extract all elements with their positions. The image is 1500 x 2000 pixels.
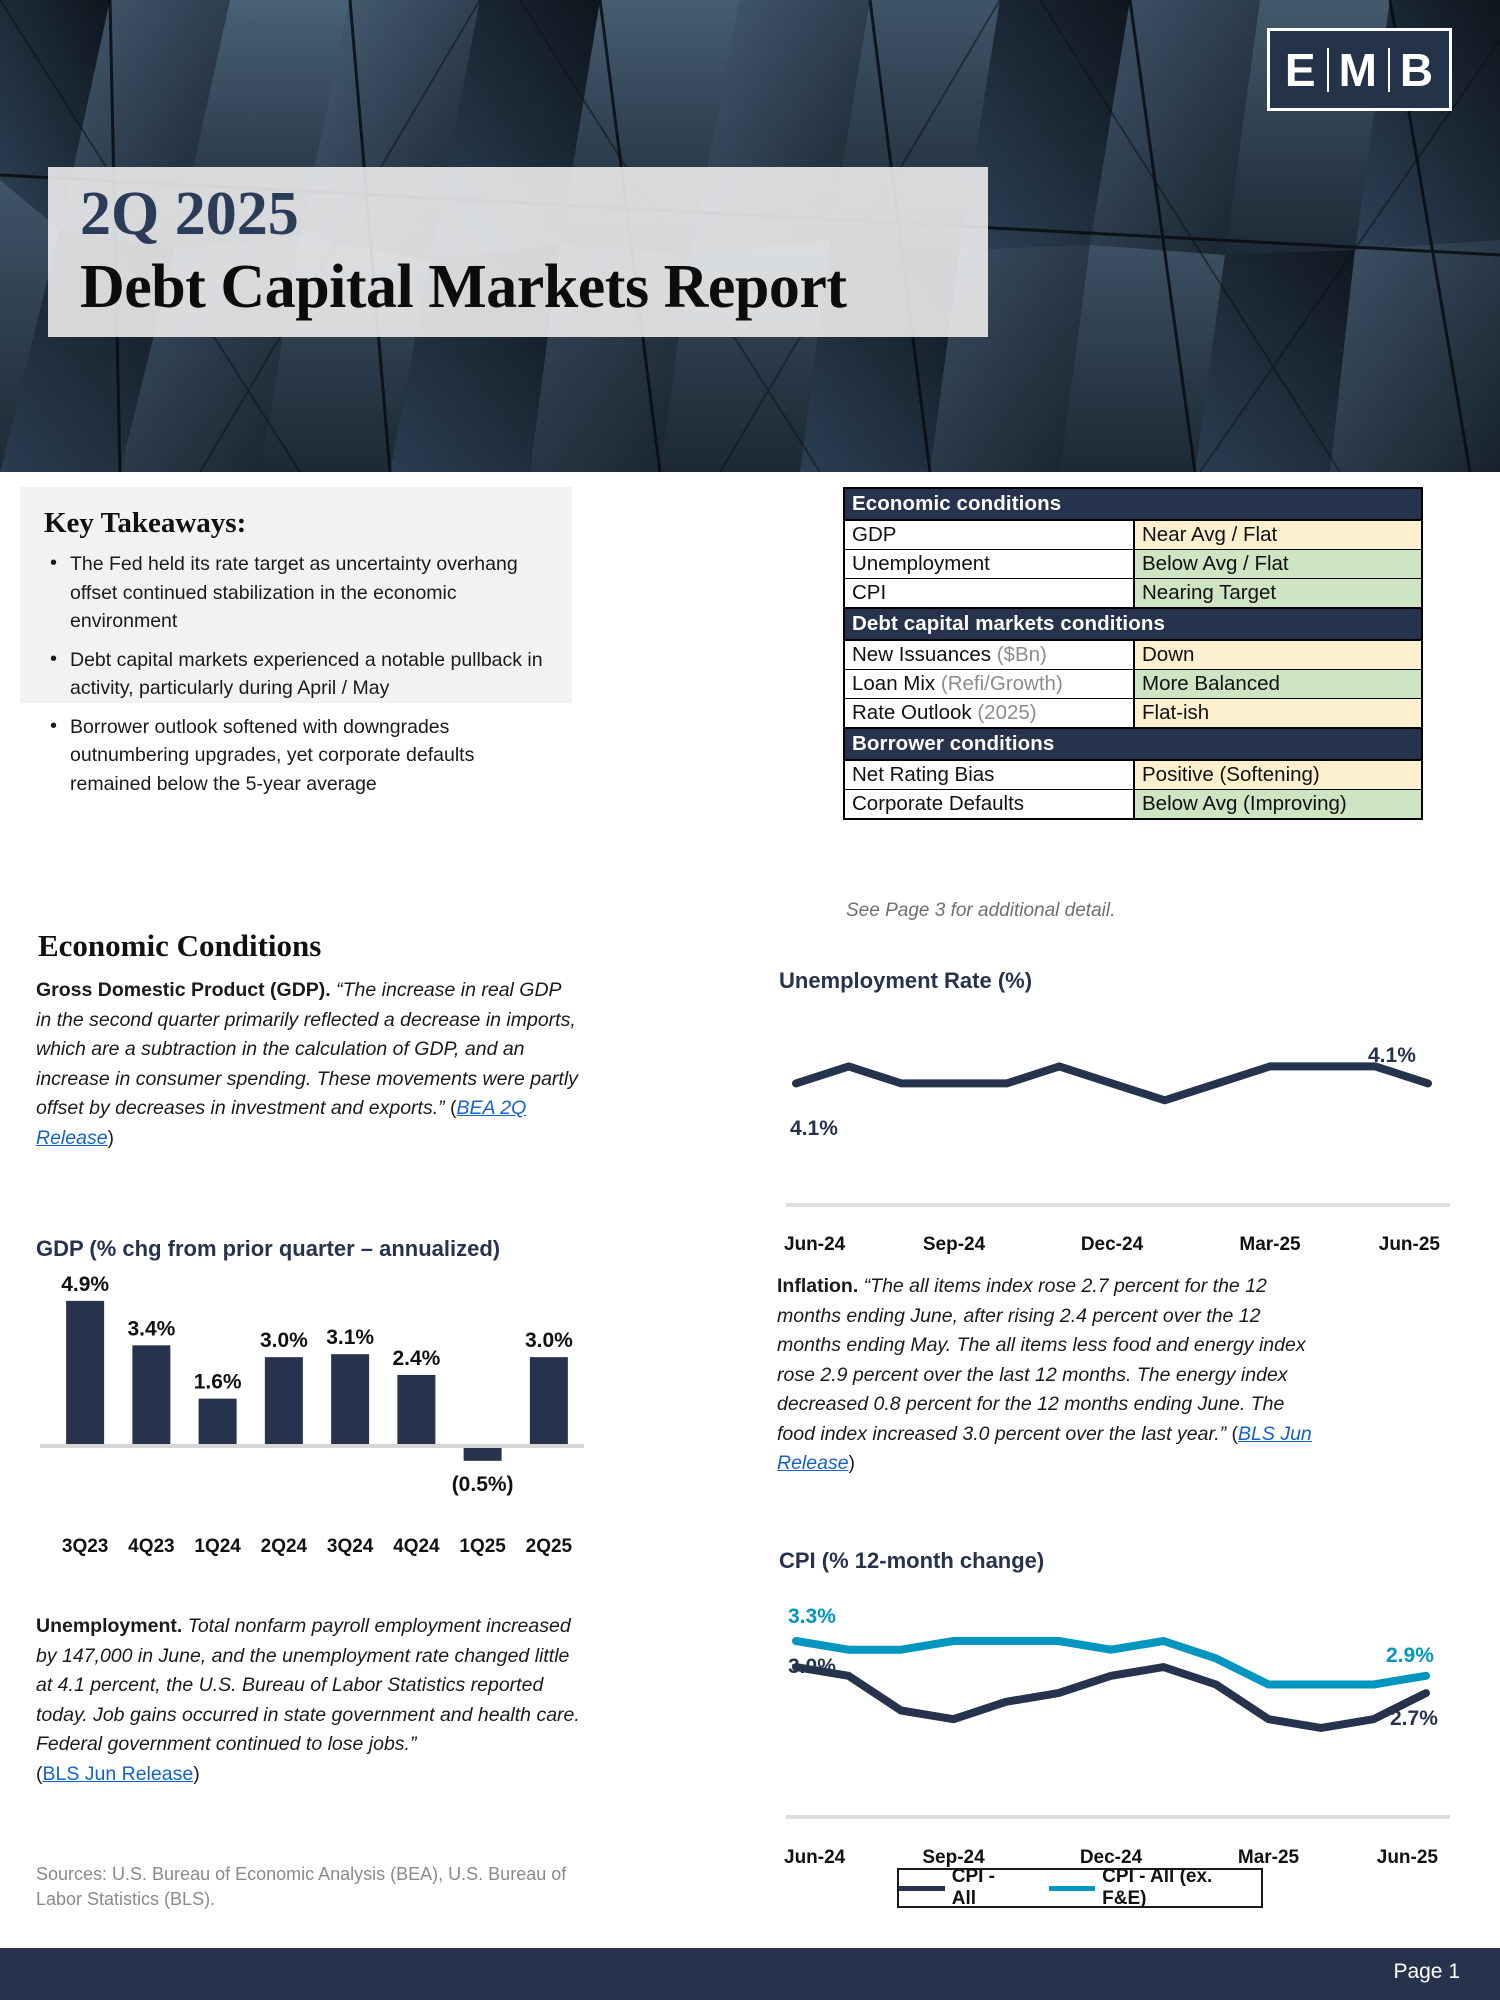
row-sublabel: ($Bn) [996,643,1047,666]
list-item: • The Fed held its rate target as uncertainty overhang offset continued stabilization in the economic environment [44,550,548,636]
unemployment-paragraph-lead: Unemployment. [36,1615,183,1637]
row-sublabel: (Refi/Growth) [940,672,1063,695]
logo-letter-e: E [1284,43,1317,96]
svg-text:Jun-25: Jun-25 [1376,1847,1438,1868]
row-label: Unemployment [844,550,1134,579]
cpi-core-first-label: 3.3% [788,1605,836,1628]
legend-swatch-navy [899,1886,945,1891]
hero-banner [0,0,1500,472]
gdp-category-labels [62,1536,573,1557]
row-label: New Issuances ($Bn) [844,640,1134,670]
table-section-header [844,608,1422,640]
svg-text:2Q25: 2Q25 [525,1536,573,1557]
table-row [844,760,1422,790]
row-value: Flat-ish [1134,699,1422,729]
svg-text:3.4%: 3.4% [127,1317,176,1341]
conditions-summary-table [843,487,1423,820]
table-row [844,699,1422,729]
key-takeaways-panel [20,487,572,795]
page-footer [0,1948,1500,2000]
legend-swatch-cyan [1049,1886,1095,1891]
row-value: Nearing Target [1134,579,1422,609]
key-takeaways-list [44,550,548,798]
table-row [844,550,1422,579]
sources-note: Sources: U.S. Bureau of Economic Analysis (BEA), U.S. Bureau of Labor Statistics (BLS). [36,1864,567,1909]
table-footnote: See Page 3 for additional detail. [846,900,1116,921]
svg-text:1Q24: 1Q24 [194,1536,241,1557]
svg-text:1Q25: 1Q25 [459,1536,506,1557]
gdp-chart-title: GDP (% chg from prior quarter – annualized) [36,1236,501,1261]
row-value: Down [1134,640,1422,670]
cpi-all-first-label: 3.0% [788,1655,836,1678]
inflation-paragraph-lead: Inflation. [777,1275,859,1297]
unemployment-last-label: 4.1% [1368,1044,1416,1067]
row-value: More Balanced [1134,670,1422,699]
svg-text:Sep-24: Sep-24 [922,1234,986,1255]
bls-release-link[interactable]: BLS Jun Release [777,1422,1312,1474]
emb-logo [1267,28,1452,111]
row-value: Near Avg / Flat [1134,520,1422,550]
svg-text:Jun-24: Jun-24 [784,1234,846,1255]
row-label: Net Rating Bias [844,760,1134,790]
cpi-line-chart [768,1585,1468,1885]
cpi-all-last-label: 2.7% [1390,1707,1438,1730]
section-title: Debt capital markets conditions [844,608,1422,640]
svg-text:Mar-25: Mar-25 [1237,1847,1300,1868]
gdp-paragraph: Gross Domestic Product (GDP). “The increase in real GDP in the second quarter primarily reflected a decrease in imports, which are a subtraction in the calculation of GDP, and an increase in consumer spending. These movements were partly offset by decreases in investment and exports.” (BEA 2Q Release) [36,979,578,1149]
cpi-all-series-line [796,1667,1426,1728]
unemployment-paragraph-quote: Total nonfarm payroll employment increased by 147,000 in June, and the unemployment rate changed little at 4.1 percent, the U.S. Bureau of Labor Statistics reported today. Job gains occurred in state government and health care. Federal government continued to lose jobs.” [36,1615,580,1755]
inflation-paragraph-quote: “The all items index rose 2.7 percent for the 12 months ending June, after rising 2.4 percent over the 12 months ending May. The all items less food and energy index rose 2.9 percent over the last 12 months. The energy index decreased 0.8 percent for the 12 months ending June. The food index increased 3.0 percent over the last year.” [777,1275,1306,1445]
list-item: • Borrower outlook softened with downgrades outnumbering upgrades, yet corporate defaults remained below the 5-year average [44,713,548,799]
inflation-paragraph: Inflation. “The all items index rose 2.7 percent for the 12 months ending June, after rising 2.4 percent over the 12 months ending May. The all items less food and energy index rose 2.9 percent over the last 12 months. The energy index decreased 0.8 percent for the 12 months ending June. The food index increased 3.0 percent over the last year.” (BLS Jun Release) [777,1275,1312,1474]
svg-text:2.4%: 2.4% [392,1346,441,1370]
svg-text:Dec-24: Dec-24 [1079,1847,1143,1868]
svg-text:4Q24: 4Q24 [393,1536,440,1557]
svg-text:2Q24: 2Q24 [260,1536,308,1557]
svg-text:4Q23: 4Q23 [128,1536,175,1557]
cpi-tick-labels [784,1847,1438,1868]
unemployment-tick-labels [784,1234,1440,1255]
bls-jun-release-link[interactable]: BLS Jun Release [42,1762,194,1785]
legend-item-cpi-core [1049,1866,1261,1910]
table-row [844,640,1422,670]
table-row [844,520,1422,550]
key-takeaways-heading: Key Takeaways: [44,507,247,539]
logo-letter-m: M [1338,43,1378,96]
row-label: CPI [844,579,1134,609]
logo-letter-b: B [1399,43,1435,96]
unemployment-line-chart [768,1005,1468,1270]
unemployment-series-line [796,1066,1428,1100]
svg-text:1.6%: 1.6% [193,1370,242,1394]
title-plate [48,167,988,337]
svg-text:3Q24: 3Q24 [326,1536,374,1557]
svg-text:Jun-24: Jun-24 [784,1847,846,1868]
svg-text:3.0%: 3.0% [524,1329,573,1353]
row-label: GDP [844,520,1134,550]
svg-text:Mar-25: Mar-25 [1239,1234,1301,1255]
legend-label: CPI - All [951,1866,995,1909]
list-item: • Debt capital markets experienced a notable pullback in activity, particularly during April / May [44,646,548,703]
page-title: Economic Conditions [38,928,322,963]
table-row [844,790,1422,820]
svg-text:3.1%: 3.1% [326,1326,375,1350]
unemployment-chart-title: Unemployment Rate (%) [779,968,1033,993]
legend-item-cpi-all [899,1866,1023,1910]
table-section-header [844,488,1422,520]
legend-label: CPI - All (ex. F&E) [1102,1866,1213,1909]
cpi-chart-title: CPI (% 12-month change) [779,1548,1045,1573]
row-value: Below Avg / Flat [1134,550,1422,579]
svg-text:Dec-24: Dec-24 [1080,1234,1144,1255]
gdp-paragraph-quote: “The increase in real GDP in the second quarter primarily reflected a decrease in imports, which are a subtraction in the calculation of GDP, and an increase in consumer spending. These movements were partly offset by decreases in investment and exports.” [36,979,578,1119]
table-row [844,670,1422,699]
report-quarter: 2Q 2025 [80,180,299,248]
table-row [844,579,1422,609]
unemployment-paragraph: Unemployment. Total nonfarm payroll employment increased by 147,000 in June, and the unemployment rate changed little at 4.1 percent, the U.S. Bureau of Labor Statistics reported today. Job gains occurred in state government and health care. Federal government continued to lose jobs.” (BLS Jun Release) [36,1615,580,1785]
unemployment-first-label: 4.1% [790,1117,838,1140]
svg-text:4.9%: 4.9% [61,1272,110,1296]
table-section-header [844,728,1422,760]
gdp-bar-chart [22,1266,602,1596]
svg-text:3.0%: 3.0% [259,1329,308,1353]
page-number: Page 1 [1393,1960,1460,1983]
svg-text:Jun-25: Jun-25 [1378,1234,1440,1255]
gdp-paragraph-lead: Gross Domestic Product (GDP). [36,979,331,1001]
row-value: Below Avg (Improving) [1134,790,1422,820]
row-label: Loan Mix (Refi/Growth) [844,670,1134,699]
svg-text:3Q23: 3Q23 [61,1536,109,1557]
row-label: Corporate Defaults [844,790,1134,820]
row-sublabel: (2025) [977,701,1037,724]
svg-text:Sep-24: Sep-24 [922,1847,985,1868]
svg-text:(0.5%): (0.5%) [451,1472,514,1496]
report-title: Debt Capital Markets Report [80,253,847,321]
row-value: Positive (Softening) [1134,760,1422,790]
section-title: Borrower conditions [844,728,1422,760]
cpi-core-last-label: 2.9% [1386,1644,1434,1667]
row-label: Rate Outlook (2025) [844,699,1134,729]
cpi-chart-legend [897,1868,1263,1908]
section-title: Economic conditions [844,488,1422,520]
bea-release-link[interactable]: BEA 2Q Release [36,1097,527,1149]
